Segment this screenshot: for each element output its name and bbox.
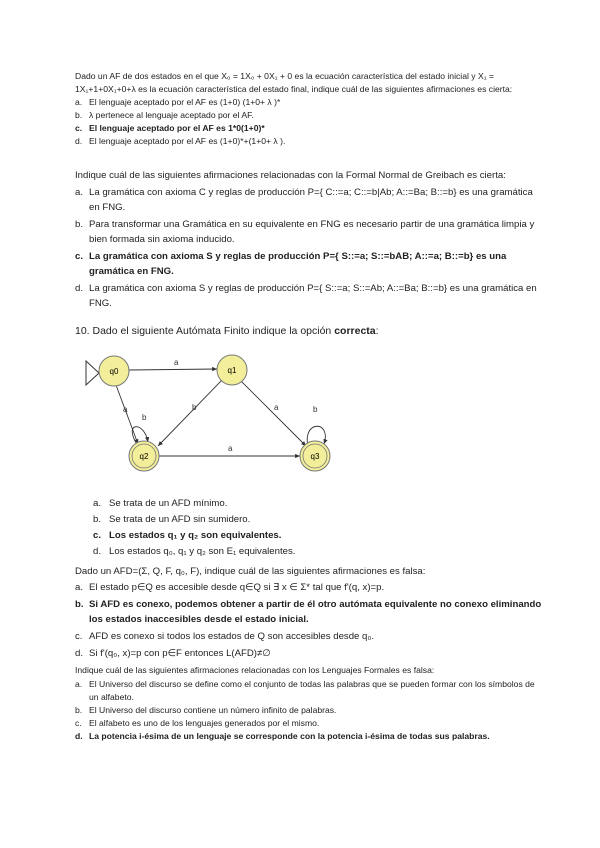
option-list (93, 496, 545, 560)
option-text: El Universo del discurso se define como el conjunto de todas las palabras que se pueden formar con los símbolos de un alfabeto. (89, 679, 535, 702)
option-marker: c. (75, 251, 84, 262)
option-text: Si f'(q₀, x)=p con p∈F entonces L(AFD)≠∅ (89, 648, 271, 659)
edge-label-q1-q2: b (192, 403, 197, 412)
option-marker: c. (93, 530, 102, 541)
edge-q1-q2 (158, 380, 222, 446)
option-a[interactable] (93, 496, 545, 512)
option-marker: a. (75, 97, 83, 107)
option-c[interactable] (75, 122, 545, 135)
option-d[interactable] (75, 646, 545, 661)
option-text: El lenguaje aceptado por el AF es (1+0) (1+0+ λ )* (89, 97, 281, 107)
edge-label-q2-loop: b (142, 413, 147, 422)
option-list (75, 580, 545, 661)
option-text: La gramática con axioma S y reglas de producción P={ S::=a; S::=bAB; A::=a; B::=b} es una gramática en FNG. (89, 251, 507, 277)
option-marker: a. (75, 582, 84, 593)
option-text: La gramática con axioma S y reglas de producción P={ S::=a; S::=Ab; A::=Ba; B::=b} es una gramática en FNG. (89, 283, 537, 309)
edge-label-q2-q3: a (228, 444, 233, 453)
option-a[interactable] (75, 185, 545, 215)
option-text: El alfabeto es uno de los lenguajes generados por el mismo. (89, 718, 320, 728)
question-10-options (75, 496, 545, 560)
edge-q0-q1 (129, 369, 217, 370)
option-a[interactable] (75, 678, 545, 704)
state-q3 (300, 441, 330, 471)
option-list (75, 96, 545, 148)
option-a[interactable] (75, 96, 545, 109)
question-fng (75, 168, 545, 313)
option-a[interactable] (75, 580, 545, 595)
state-label: q2 (139, 452, 149, 461)
option-text: Si AFD es conexo, podemos obtener a partir de él otro autómata equivalente no conexo eliminando los estados inaccesibles desde el estado inicial. (89, 599, 542, 625)
option-text: Se trata de un AFD mínimo. (109, 498, 228, 509)
initial-state-marker (86, 361, 99, 385)
edge-label-q3-loop: b (313, 405, 318, 414)
option-b[interactable] (75, 597, 545, 627)
question-stem: Dado un AF de dos estados en el que X₀ = 1X₀ + 0X₁ + 0 es la ecuación característica del estado inicial y X₁ = 1X₁+1+0X₁+0+λ es la ecuación característica del estado final, indique cuál de las siguientes afirmaciones es cierta: (75, 71, 513, 94)
option-marker: d. (93, 546, 102, 557)
option-marker: a. (75, 679, 83, 689)
option-d[interactable] (75, 135, 545, 148)
option-marker: d. (75, 283, 84, 294)
edge-label-q1-q3: a (274, 403, 279, 412)
question-title-prefix: 10. Dado el siguiente Autómata Finito indique la opción (75, 325, 335, 337)
option-b[interactable] (75, 109, 545, 122)
option-text: Los estados q₀, q₁ y q₂ son E₁ equivalentes. (109, 546, 296, 557)
option-text: El lenguaje aceptado por el AF es (1+0)*+(1+0+ λ ). (89, 136, 286, 146)
state-label: q0 (109, 367, 119, 376)
option-marker: b. (75, 110, 83, 120)
question-title-suffix: : (375, 325, 379, 337)
option-marker: d. (75, 648, 84, 659)
edge-label-q0-q2: a (123, 405, 128, 414)
option-d[interactable] (75, 281, 545, 311)
question-formal-languages (75, 664, 545, 743)
option-text: Se trata de un AFD sin sumidero. (109, 514, 251, 525)
option-c[interactable] (75, 629, 545, 644)
option-list (75, 185, 545, 311)
option-marker: b. (75, 599, 84, 610)
edge-label-q0-q1: a (174, 358, 179, 367)
option-b[interactable] (93, 512, 545, 528)
option-c[interactable] (75, 249, 545, 279)
option-text: La potencia i-ésima de un lenguaje se corresponde con la potencia i-ésima de todas sus palabras. (89, 731, 490, 741)
option-d[interactable] (75, 730, 545, 743)
option-d[interactable] (93, 544, 545, 560)
option-marker: a. (93, 498, 102, 509)
option-marker: d. (75, 731, 83, 741)
state-q2 (129, 441, 159, 471)
option-text: La gramática con axioma C y reglas de producción P={ C::=a; C::=b|Ab; A::=Ba; B::=b} es una gramática en FNG. (89, 187, 533, 213)
question-title-emph: correcta (334, 325, 376, 337)
edge-q1-q3 (240, 380, 306, 446)
option-marker: c. (75, 123, 83, 133)
option-text: El estado p∈Q es accesible desde q∈Q si ∃ x ∈ Σ* tal que f'(q, x)=p. (89, 582, 385, 593)
state-label: q1 (227, 366, 237, 375)
option-text: Los estados q₁ y q₂ son equivalentes. (109, 530, 282, 541)
question-afd (75, 564, 545, 663)
option-marker: d. (75, 136, 83, 146)
automaton-diagram (82, 350, 342, 480)
option-b[interactable] (75, 217, 545, 247)
option-marker: a. (75, 187, 84, 198)
state-q0 (99, 356, 129, 386)
question-10 (75, 324, 545, 338)
option-text: λ pertenece al lenguaje aceptado por el AF. (89, 110, 254, 120)
question-stem: Indique cuál de las siguientes afirmaciones relacionadas con la Formal Normal de Greibach es cierta: (75, 170, 506, 181)
option-b[interactable] (75, 704, 545, 717)
question-stem: Indique cuál de las siguientes afirmaciones relacionadas con los Lenguajes Formales es falsa: (75, 665, 435, 675)
option-marker: b. (93, 514, 102, 525)
option-c[interactable] (75, 717, 545, 730)
state-label: q3 (310, 452, 320, 461)
question-title (75, 324, 545, 338)
option-text: AFD es conexo si todos los estados de Q son accesibles desde q₀. (89, 631, 375, 642)
option-text: Para transformar una Gramática en su equivalente en FNG es necesario partir de una gramática limpia y bien formada sin axioma inducido. (89, 219, 535, 245)
option-marker: b. (75, 219, 84, 230)
edge-q0-q2 (116, 385, 138, 444)
option-text: El Universo del discurso contiene un número infinito de palabras. (89, 705, 337, 715)
option-list (75, 678, 545, 743)
question-stem: Dado un AFD=(Σ, Q, F, q₀, F), indique cuál de las siguientes afirmaciones es falsa: (75, 566, 426, 577)
option-marker: b. (75, 705, 83, 715)
state-q1 (217, 355, 247, 385)
option-marker: c. (75, 718, 82, 728)
option-marker: c. (75, 631, 83, 642)
question-af-two-states (75, 70, 545, 148)
option-text: El lenguaje aceptado por el AF es 1*0(1+0)* (89, 123, 265, 133)
option-c[interactable] (93, 528, 545, 544)
